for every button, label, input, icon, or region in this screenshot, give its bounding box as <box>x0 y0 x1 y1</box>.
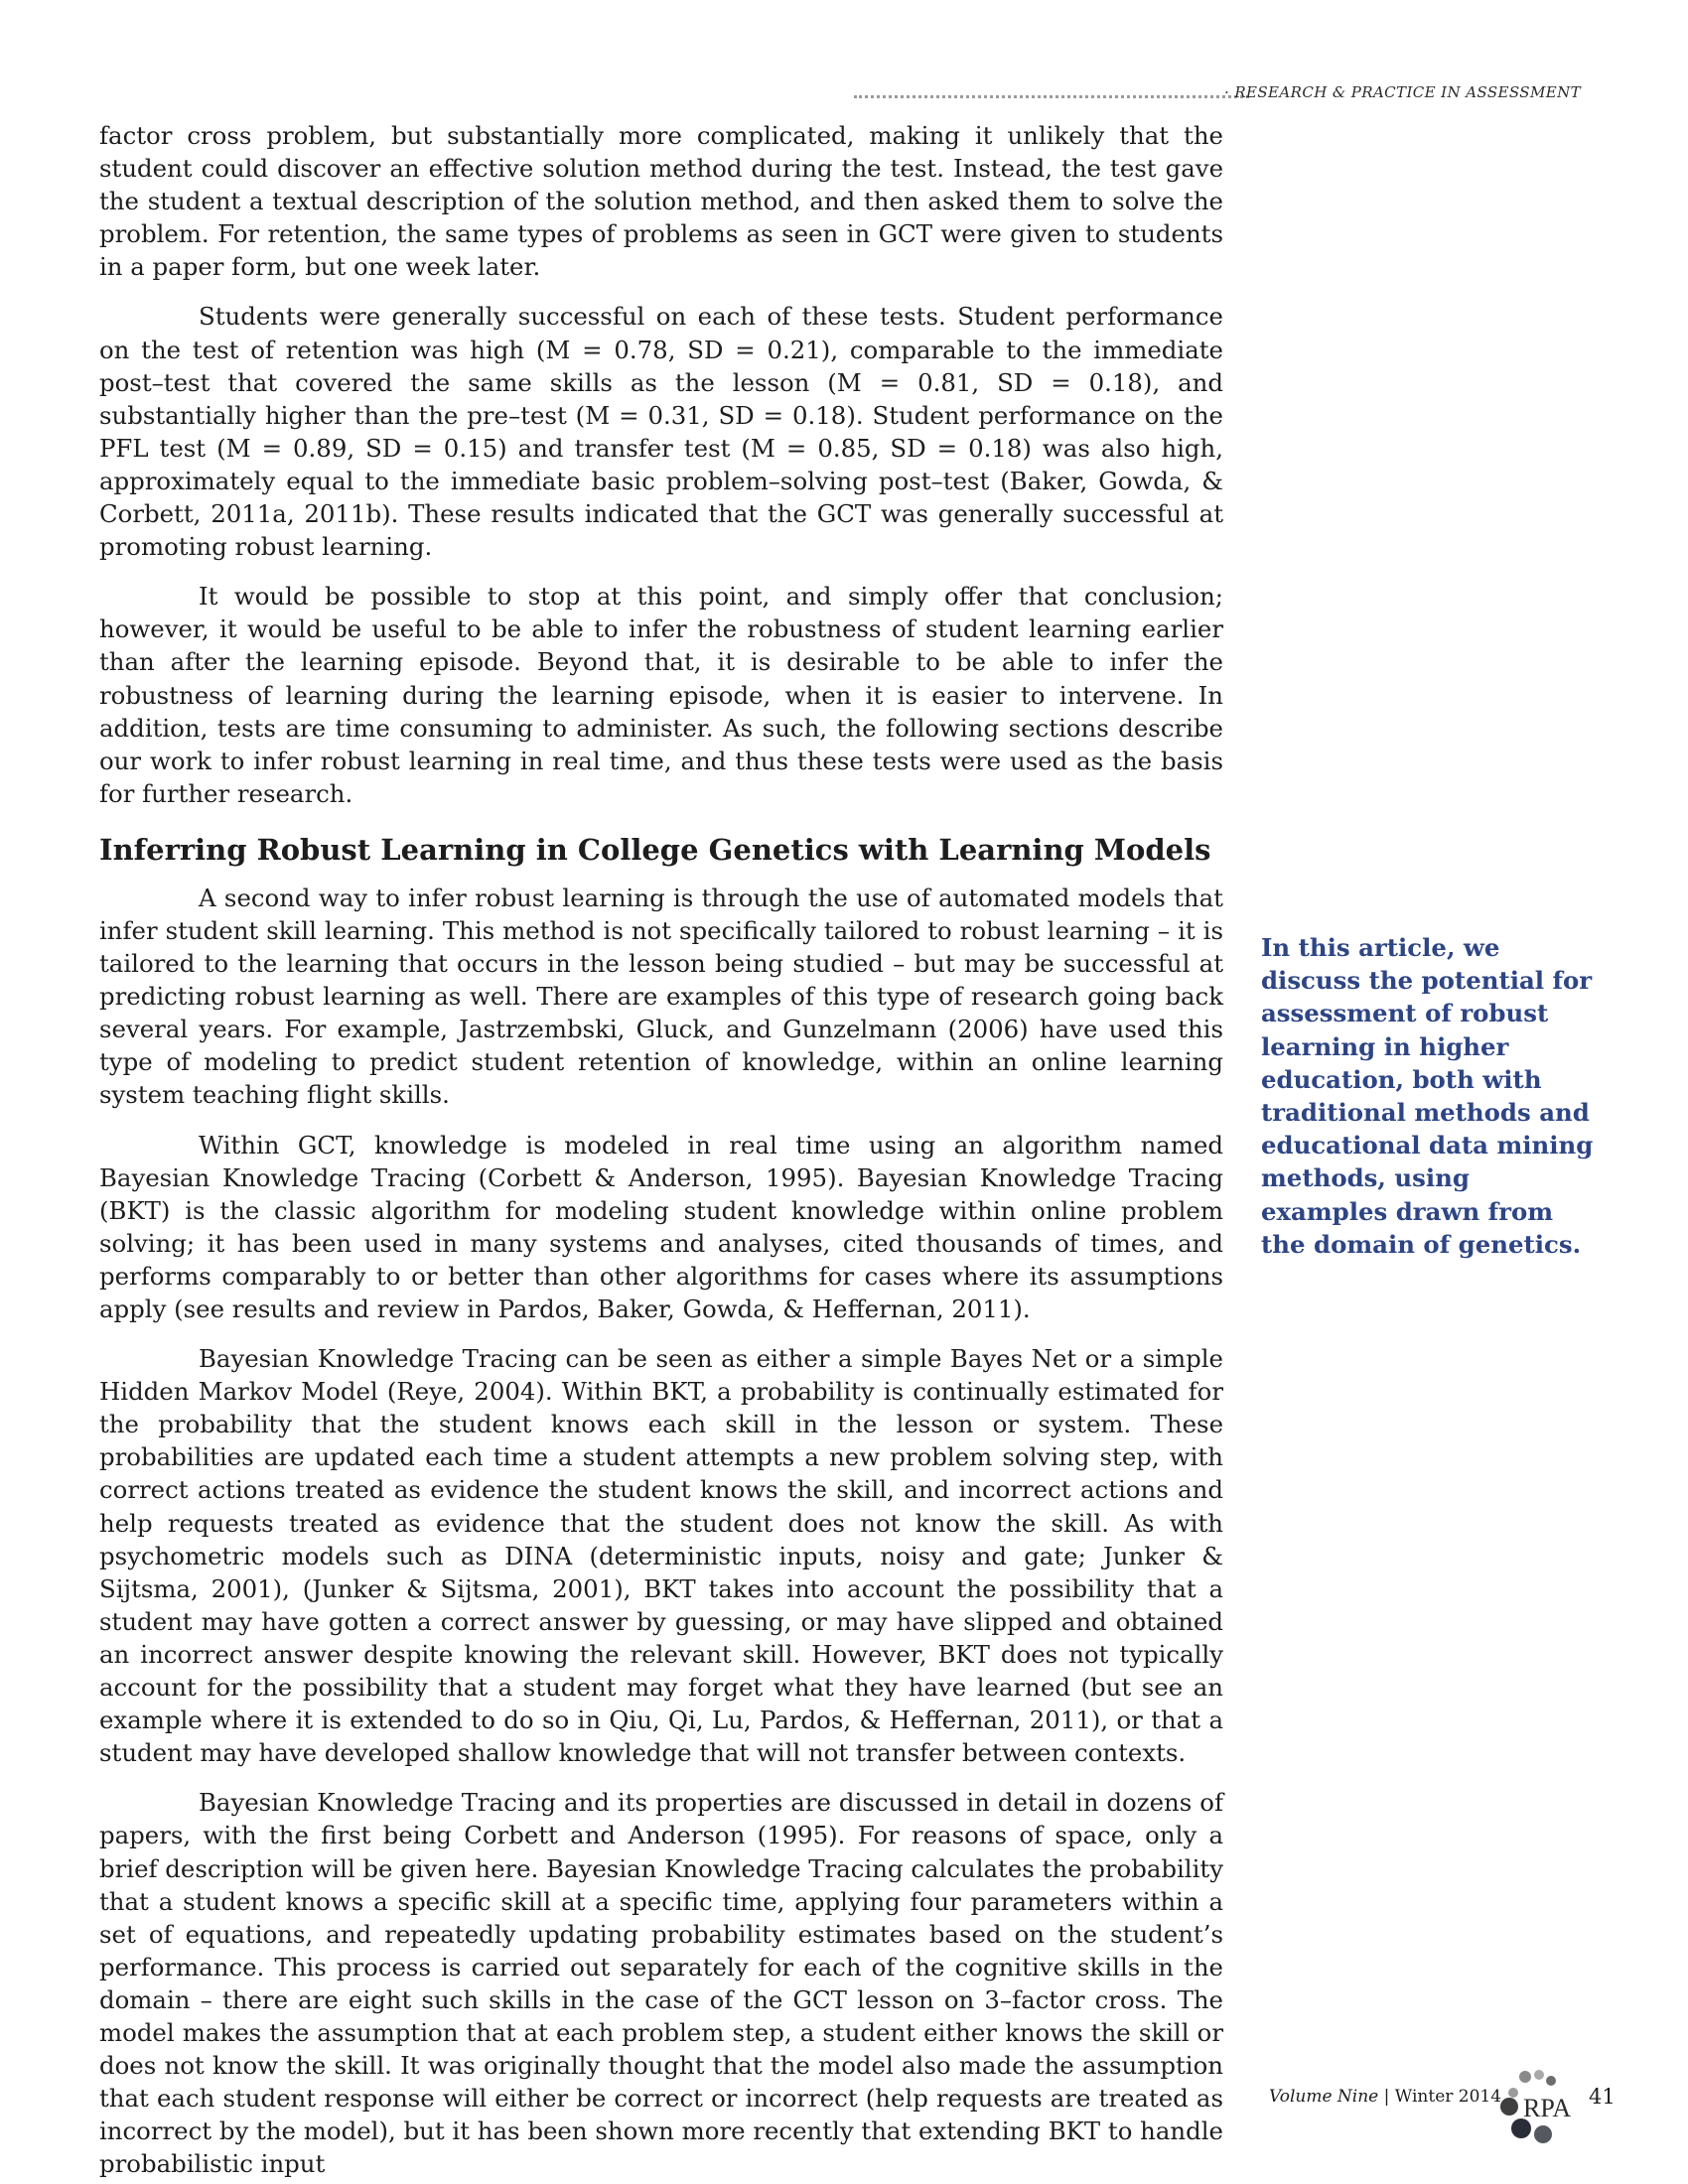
journal-running-title: · RESEARCH & PRACTICE IN ASSESSMENT <box>1223 83 1581 101</box>
pull-quote: In this article, we discuss the potential for assessment of robust learning in higher education, both with traditional methods and educational data mining methods, using examples drawn from the domain of genetics. <box>1261 933 1594 1259</box>
body-paragraph-3: It would be possible to stop at this point, and simply offer that conclusion; however, it would be useful to be able to infer the robustness of student learning earlier than after the learning episode. Beyond that, it is desirable to be able to infer the robustness of learning during the learning episode, when it is easier to intervene. In addition, tests are time consuming to administer. As such, the following sections describe our work to infer robust learning in real time, and thus these tests were used as the basis for further research. <box>99 582 1223 808</box>
section-heading: Inferring Robust Learning in College Genetics with Learning Models <box>99 832 1211 867</box>
logo-text: RPA <box>1523 2094 1572 2122</box>
body-paragraph-7: Bayesian Knowledge Tracing and its properties are discussed in detail in dozens of papers, with the first being Corbett and Anderson (1995). For reasons of space, only a brief description will be given here. Bayesian Knowledge Tracing calculates the probability that a student knows a specific skill at a specific time, applying four parameters within a set of equations, and repeatedly updating probability estimates based on the student’s performance. This process is carried out separately for each of the cognitive skills in the domain – there are eight such skills in the case of the GCT lesson on 3–factor cross. The model makes the assumption that at each problem step, a student either knows the skill or does not know the skill. It was originally thought that the model also made the assumption that each student response will either be correct or incorrect (help requests are treated as incorrect by the model), but it has been shown more recently that extending BKT to handle probabilistic input <box>99 1788 1223 2179</box>
footer-separator: | <box>1378 2087 1395 2107</box>
body-paragraph-5: Within GCT, knowledge is modeled in real time using an algorithm named Bayesian Knowledge Tracing (Corbett & Anderson, 1995). Bayesian Knowledge Tracing (BKT) is the classic algorithm for modeling student knowledge within online problem solving; it has been used in many systems and analyses, cited thousands of times, and performs comparably to or better than other algorithms for cases where its assumptions apply (see results and review in Pardos, Baker, Gowda, & Heffernan, 2011). <box>99 1130 1223 1323</box>
issue-label: Winter 2014 <box>1394 2087 1502 2107</box>
issue-info <box>1269 2087 1501 2107</box>
rpa-logo-icon <box>1499 2067 1579 2146</box>
main-text-column <box>99 119 1223 2180</box>
running-header <box>854 83 1587 107</box>
page-footer <box>1269 2067 1626 2146</box>
body-paragraph-6: Bayesian Knowledge Tracing can be seen as either a simple Bayes Net or a simple Hidden Markov Model (Reye, 2004). Within BKT, a probability is continually estimated for the probability that the student knows each skill in the lesson or system. These probabilities are updated each time a student attempts a new problem solving step, with correct actions treated as evidence the student knows the skill, and incorrect actions and help requests treated as evidence that the student does not know the skill. As with psychometric models such as DINA (deterministic inputs, noisy and gate; Junker & Sijtsma, 2001), (Junker & Sijtsma, 2001), BKT takes into account the possibility that a student may have gotten a correct answer by guessing, or may have slipped and obtained an incorrect answer despite knowing the relevant skill. However, BKT does not typically account for the possibility that a student may forget what they have learned (but see an example where it is extended to do so in Qiu, Qi, Lu, Pardos, & Heffernan, 2011), or that a student may have developed shallow knowledge that will not transfer between contexts. <box>99 1344 1223 1768</box>
body-paragraph-4: A second way to infer robust learning is through the use of automated models that infer student skill learning. This method is not specifically tailored to robust learning – it is tailored to the learning that occurs in the lesson being studied – but may be successful at predicting robust learning as well. There are examples of this type of research going back several years. For example, Jastrzembski, Gluck, and Gunzelmann (2006) have used this type of modeling to predict student retention of knowledge, within an online learning system teaching flight skills. <box>99 883 1223 1110</box>
page-number: 41 <box>1589 2085 1616 2109</box>
volume-label: Volume Nine <box>1269 2087 1379 2107</box>
header-dotted-rule <box>854 95 1249 98</box>
body-paragraph-2: Students were generally successful on each of these tests. Student performance on the test of retention was high (M = 0.78, SD = 0.21), comparable to the immediate post–test that covered the same skills as the lesson (M = 0.81, SD = 0.18), and substantially higher than the pre–test (M = 0.31, SD = 0.18). Student performance on the PFL test (M = 0.89, SD = 0.15) and transfer test (M = 0.85, SD = 0.18) was also high, approximately equal to the immediate basic problem–solving post–test (Baker, Gowda, & Corbett, 2011a, 2011b). These results indicated that the GCT was generally successful at promoting robust learning. <box>99 302 1223 562</box>
body-paragraph-1: factor cross problem, but substantially more complicated, making it unlikely that the student could discover an effective solution method during the test. Instead, the test gave the student a textual description of the solution method, and then asked them to solve the problem. For retention, the same types of problems as seen in GCT were given to students in a paper form, but one week later. <box>99 121 1223 282</box>
